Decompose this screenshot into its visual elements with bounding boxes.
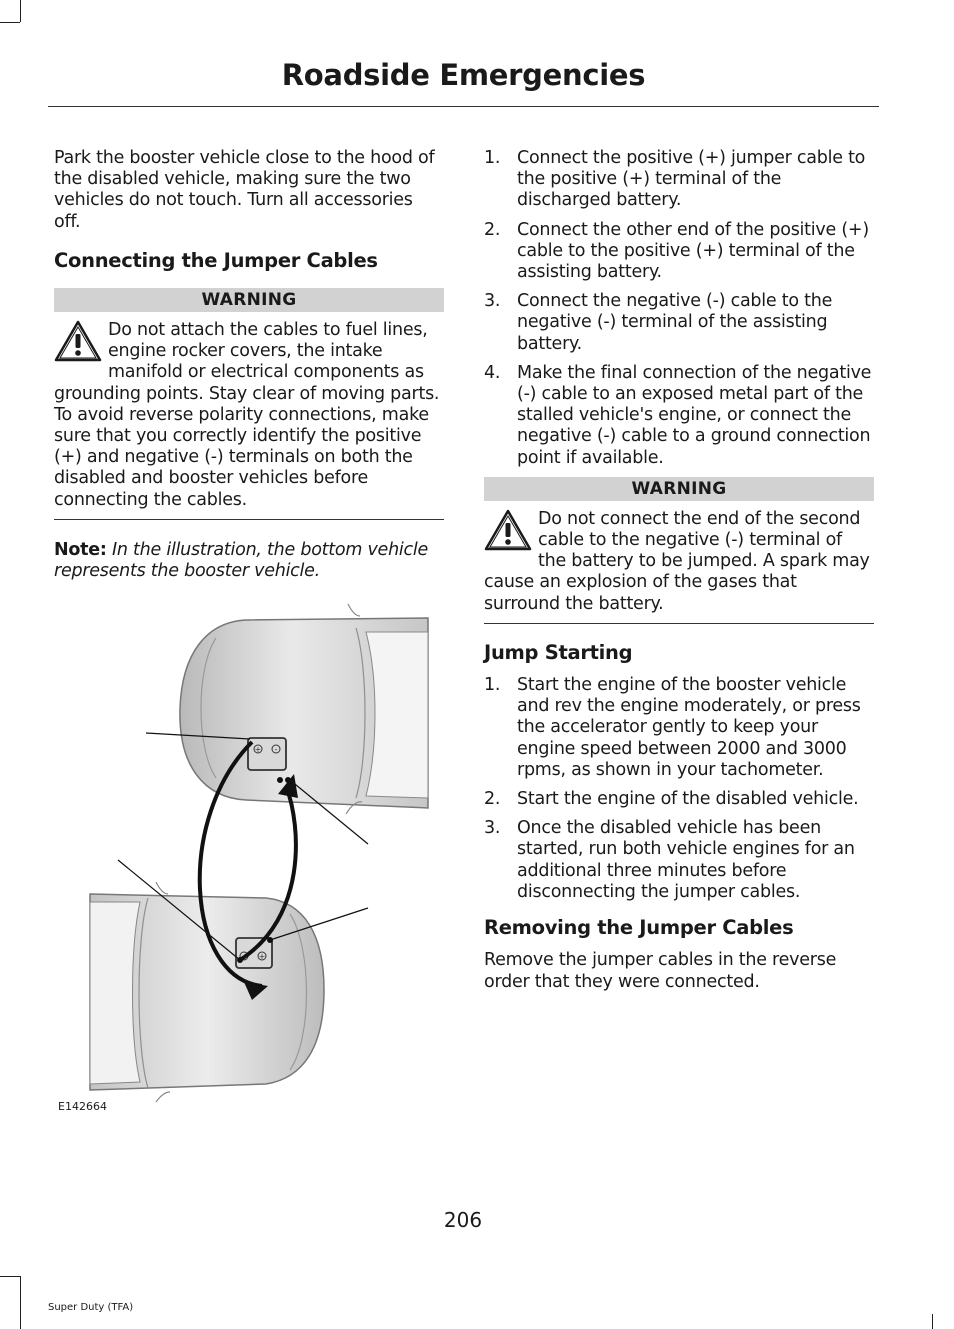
list-item: 3. Connect the negative (-) cable to the negative (-) terminal of the assisting battery. <box>484 291 833 354</box>
warning-bar: WARNING <box>54 288 444 312</box>
note-label: Note: <box>54 539 107 560</box>
svg-text:-: - <box>274 745 278 754</box>
svg-text:-: - <box>242 952 246 961</box>
list-item: 2. Connect the other end of the positive (+) cable to the positive (+) terminal of the assisting battery. <box>484 219 869 283</box>
crop-mark <box>932 1314 933 1329</box>
intro-paragraph: Park the booster vehicle close to the hood of the disabled vehicle, making sure the two vehicles do not touch. Turn all accessories off. <box>54 148 435 232</box>
jump-steps <box>484 675 874 903</box>
crop-mark <box>20 1276 21 1329</box>
list-item: 3. Once the disabled vehicle has been started, run both vehicle engines for an additional three minutes before disconnecting the jumper cables. <box>484 818 855 902</box>
section-heading-removing: Removing the Jumper Cables <box>484 916 794 940</box>
crop-mark <box>0 1276 20 1277</box>
booster-vehicle <box>90 882 324 1102</box>
warning-block <box>54 320 444 511</box>
warning-block <box>484 509 874 615</box>
list-item: 1. Start the engine of the booster vehicle and rev the engine moderately, or press the accelerator gently to keep your engine speed between 2000 and 3000 rpms, as shown in your tachometer. <box>484 675 861 780</box>
svg-text:+: + <box>258 952 266 961</box>
disabled-vehicle <box>180 604 428 814</box>
warning-triangle-icon <box>54 320 102 362</box>
page-number: 206 <box>443 1208 483 1232</box>
footer-text: Super Duty (TFA) <box>48 1302 134 1313</box>
section-heading-connecting: Connecting the Jumper Cables <box>54 248 378 272</box>
figure-id: E142664 <box>58 1100 107 1113</box>
page-title: Roadside Emergencies <box>281 58 646 92</box>
warning-divider <box>54 519 444 520</box>
warning-divider <box>484 623 874 624</box>
title-divider <box>48 106 879 107</box>
connect-steps <box>484 148 874 469</box>
left-column <box>54 148 444 582</box>
list-item: 2. Start the engine of the disabled vehicle. <box>484 789 859 810</box>
crop-mark <box>0 22 20 23</box>
note-text: In the illustration, the bottom vehicle represents the booster vehicle. <box>54 539 429 582</box>
crop-mark <box>20 0 21 22</box>
remove-paragraph: Remove the jumper cables in the reverse order that they were connected. <box>484 950 837 992</box>
warning-text: Do not connect the end of the second cable to the negative (-) terminal of the battery to be jumped. A spark may cause an explosion of the gases that surround the battery. <box>484 508 870 614</box>
list-item: 4. Make the final connection of the negative (-) cable to an exposed metal part of the stalled vehicle's engine, or connect the negative (-) cable to a ground connection point if available. <box>484 362 872 468</box>
warning-bar: WARNING <box>484 477 874 501</box>
warning-text: Do not attach the cables to fuel lines, engine rocker covers, the intake manifold or electrical components as grounding points. Stay clear of moving parts. To avoid reverse polarity connections, make sure that you correctly identify the positive (+) and negative (-) terminals on both the disabled and booster vehicles before connecting the cables. <box>54 320 440 510</box>
list-item: 1. Connect the positive (+) jumper cable to the positive (+) terminal of the discharged battery. <box>484 148 866 211</box>
right-column <box>484 148 874 993</box>
section-heading-jump-starting: Jump Starting <box>484 640 633 664</box>
svg-text:+: + <box>254 745 262 754</box>
note-paragraph <box>54 540 444 582</box>
jumper-cable-illustration <box>56 598 446 1123</box>
warning-triangle-icon <box>484 509 532 551</box>
